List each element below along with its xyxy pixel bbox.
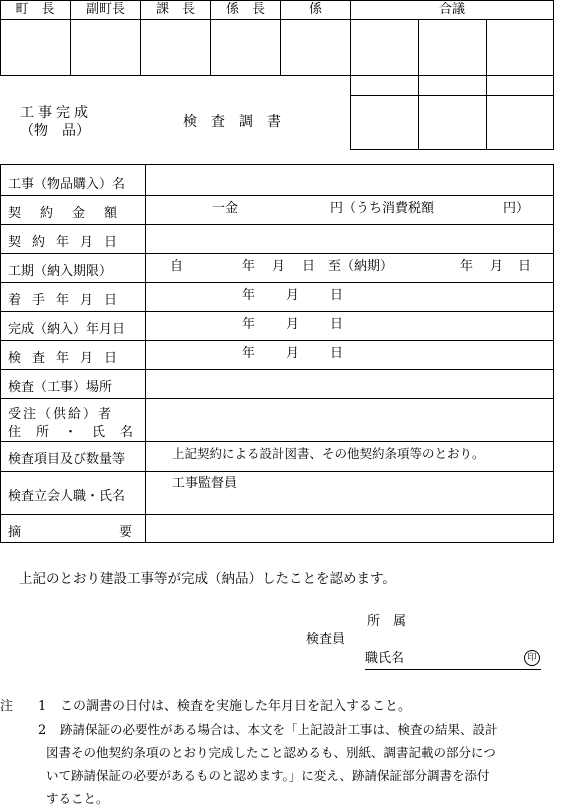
kouki-from-day: 日 <box>302 259 316 274</box>
kensa-month: 月 <box>286 346 300 361</box>
label-keiyaku-nengappi: 契約年月日 <box>8 235 129 250</box>
chakushu-year: 年 <box>242 288 256 303</box>
kansei-year: 年 <box>242 317 256 332</box>
chakushu-month: 月 <box>286 288 300 303</box>
header-cho: 町 長 <box>15 2 55 17</box>
chakushu-day: 日 <box>330 288 344 303</box>
kouki-to-month: 月 <box>490 259 504 274</box>
label-kensa-nengappi: 検査年月日 <box>8 351 129 366</box>
note-2-line2: 図書その他契約条項のとおり完成したこと認めるも、別紙、調書記載の部分につ <box>46 745 496 760</box>
label-kouki: 工期（納入期限） <box>8 264 113 279</box>
inspector-role: 検査員 <box>306 632 346 647</box>
title-main: 検 査 調 書 <box>183 114 281 130</box>
kensa-year: 年 <box>242 346 256 361</box>
note-1-text: この調書の日付は、検査を実施した年月日を記入すること。 <box>60 699 412 714</box>
label-jusho-shimei: 住所・氏名 <box>8 425 149 440</box>
value-tax-end: 円） <box>503 201 530 216</box>
note-prefix: 注 <box>0 699 14 714</box>
kansei-day: 日 <box>330 317 344 332</box>
statement-text: 上記のとおり建設工事等が完成（納品）したことを認めます。 <box>19 571 396 587</box>
kouki-to-year: 年 <box>460 259 474 274</box>
label-kensa-koumoku: 検査項目及び数量等 <box>8 452 126 467</box>
label-juchusha: 受注（供給）者 <box>8 407 114 422</box>
kensa-day: 日 <box>330 346 344 361</box>
kouki-to-day: 日 <box>518 259 532 274</box>
note-2-line4: すること。 <box>46 791 109 806</box>
value-kensa-koumoku: 上記契約による設計図書、その他契約条項等のとおり。 <box>172 446 485 461</box>
kouki-to: 至（納期） <box>328 259 394 274</box>
value-ikkin: 一金 <box>212 201 239 216</box>
value-kantoku: 工事監督員 <box>172 476 238 491</box>
kansei-month: 月 <box>286 317 300 332</box>
label-kansei: 完成（納入）年月日 <box>8 322 126 337</box>
header-kacho: 課 長 <box>155 2 195 17</box>
header-kakari: 係 <box>308 2 322 17</box>
note-2-number: 2 <box>38 723 47 738</box>
note-1-number: 1 <box>38 699 47 714</box>
inspector-name-label: 職氏名 <box>365 651 405 666</box>
label-kouji-mei: 工事（物品購入）名 <box>8 177 126 192</box>
kouki-from: 自 <box>170 259 184 274</box>
label-kensa-basho: 検査（工事）場所 <box>8 380 113 395</box>
note-2-line1: 跡請保証の必要性がある場合は、本文を「上記設計工事は、検査の結果、設計 <box>60 722 498 737</box>
title-line1: 工事完成 <box>20 105 92 121</box>
header-gogi: 合議 <box>438 2 465 17</box>
value-tax-label: 円（うち消費税額 <box>330 201 435 216</box>
kouki-from-year: 年 <box>242 259 256 274</box>
label-tachiainin: 検査立会人職・氏名 <box>8 489 126 504</box>
title-line2: （物 品） <box>20 123 90 139</box>
note-2-line3: いて跡請保証の必要があるものと認めます。」に変え、跡請保証部分調書を添付 <box>46 768 490 783</box>
inspector-affiliation: 所 属 <box>367 614 407 629</box>
label-tekiyou: 摘要 <box>8 525 231 540</box>
header-fukucho: 副町長 <box>85 2 125 17</box>
header-kakaricho: 係 長 <box>225 2 265 17</box>
label-keiyaku-kingaku: 契約金額 <box>8 206 137 221</box>
seal-icon: 印 <box>524 650 540 666</box>
kouki-from-month: 月 <box>272 259 286 274</box>
label-chakushu: 着手年月日 <box>8 293 129 308</box>
